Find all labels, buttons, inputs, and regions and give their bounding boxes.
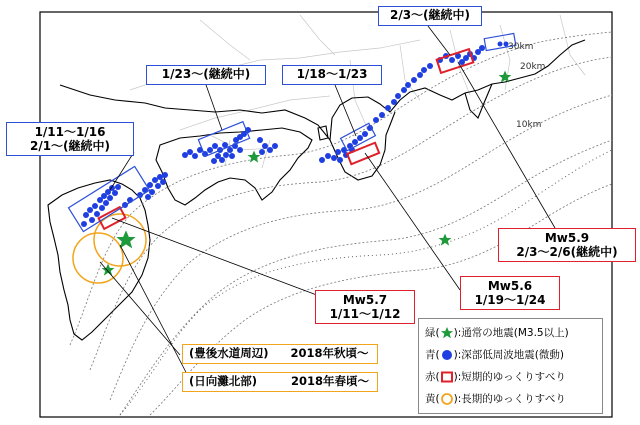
- bungo-label: [182, 344, 378, 364]
- region2-label: 1/23～(継続中): [146, 65, 266, 85]
- legend-prefix: 黄(: [425, 393, 440, 405]
- event2-mag: Mw5.6: [487, 279, 533, 293]
- event1-mag: Mw5.9: [544, 231, 590, 245]
- hyuga-place: (日向灘北部): [189, 374, 258, 388]
- map-legend: [418, 318, 603, 414]
- event3-label: [315, 290, 415, 324]
- event2-dates: 1/19～1/24: [474, 293, 546, 307]
- region3-label: 1/18～1/23: [282, 65, 382, 85]
- yellow-circle-icon: [440, 393, 454, 405]
- contour-label-30km: 30km: [508, 42, 534, 52]
- region4-label: 2/3～(継続中): [378, 6, 482, 26]
- legend-row-tremor: [425, 347, 564, 363]
- contour-label-10km: 10km: [516, 120, 542, 130]
- legend-prefix: 赤(: [425, 371, 440, 383]
- region1-line2: 2/1～(継続中): [29, 139, 111, 153]
- red-square-icon: [440, 371, 454, 383]
- hyuga-label: [182, 372, 378, 392]
- legend-row-quake: [425, 325, 569, 341]
- legend-text: ):通常の地震(M3.5以上): [453, 327, 569, 339]
- blue-dot-icon: [440, 349, 454, 361]
- event3-mag: Mw5.7: [342, 293, 388, 307]
- legend-row-short-slip: [425, 369, 566, 385]
- legend-prefix: 青(: [425, 349, 440, 361]
- hyuga-period: 2018年春頃～: [291, 374, 370, 388]
- event1-label: [498, 228, 636, 262]
- legend-row-long-slip: [425, 391, 566, 407]
- bungo-period: 2018年秋頃～: [290, 346, 369, 360]
- legend-text: ):長期的ゆっくりすべり: [453, 393, 566, 405]
- legend-text: ):短期的ゆっくりすべり: [453, 371, 566, 383]
- region1-line1: 1/11～1/16: [34, 125, 106, 139]
- green-star-icon: [440, 327, 454, 339]
- legend-prefix: 緑(: [425, 327, 440, 339]
- region1-label: [6, 122, 134, 156]
- event1-dates: 2/3～2/6(継続中): [516, 245, 618, 259]
- event2-label: [460, 276, 560, 310]
- legend-text: ):深部低周波地震(微動): [453, 349, 564, 361]
- event3-dates: 1/11～1/12: [329, 307, 401, 321]
- contour-label-20km: 20km: [520, 62, 546, 72]
- bungo-place: (豊後水道周辺): [189, 346, 269, 360]
